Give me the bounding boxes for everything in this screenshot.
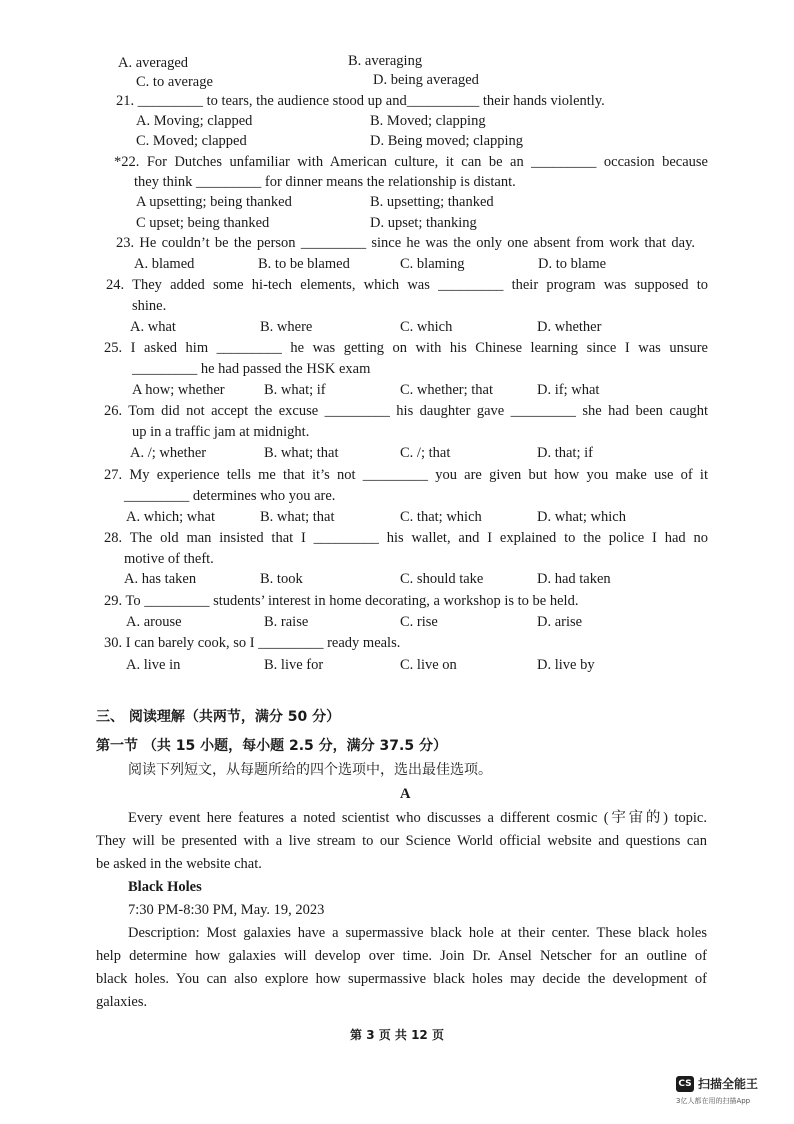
event-title: Black Holes bbox=[128, 879, 202, 895]
description-line2: help determine how galaxies will develop over time. Join Dr. Ansel Netscher for an outline of bbox=[96, 948, 707, 964]
question-27-stem: 27. My experience tells me that it’s not _________ you are given but how you make use of it bbox=[104, 467, 708, 483]
q22-option-c: C upset; being thanked bbox=[136, 215, 270, 231]
q24-option-a: A. what bbox=[130, 319, 176, 335]
q25-option-c: C. whether; that bbox=[400, 382, 494, 398]
passage-letter: A bbox=[400, 786, 411, 802]
passage-para1-line1: Every event here features a noted scientist who discusses a different cosmic (宇宙的) topic. bbox=[128, 810, 707, 826]
q29-option-a: A. arouse bbox=[126, 614, 182, 630]
q24-option-c: C. which bbox=[400, 319, 453, 335]
question-28-stem: 28. The old man insisted that I _________ his wallet, and I explained to the police I had no bbox=[104, 530, 708, 546]
q21-option-c: C. Moved; clapped bbox=[136, 133, 247, 149]
q26-option-b: B. what; that bbox=[264, 445, 339, 461]
description-line1: Description: Most galaxies have a supermassive black hole at their center. These black holes bbox=[128, 925, 707, 941]
question-25-stem-cont: _________ he had passed the HSK exam bbox=[132, 361, 371, 377]
q23-option-c: C. blaming bbox=[400, 256, 465, 272]
question-21-stem: 21. _________ to tears, the audience stood up and__________ their hands violently. bbox=[116, 93, 605, 109]
q23-option-d: D. to blame bbox=[538, 256, 607, 272]
q20-option-c: C. to average bbox=[136, 74, 213, 90]
q23-option-b: B. to be blamed bbox=[258, 256, 350, 272]
q27-option-d: D. what; which bbox=[537, 509, 626, 525]
question-26-stem-cont: up in a traffic jam at midnight. bbox=[132, 424, 310, 440]
passage-para1-line2: They will be presented with a live stream to our Science World official website and questions can bbox=[96, 833, 707, 849]
q30-option-c: C. live on bbox=[400, 657, 457, 673]
question-29-stem: 29. To _________ students’ interest in home decorating, a workshop is to be held. bbox=[104, 593, 579, 609]
q27-option-b: B. what; that bbox=[260, 509, 335, 525]
q25-option-d: D. if; what bbox=[537, 382, 600, 398]
q20-option-a: A. averaged bbox=[118, 55, 189, 71]
question-22-stem-cont: they think _________ for dinner means the relationship is distant. bbox=[134, 174, 516, 190]
q30-option-d: D. live by bbox=[537, 657, 595, 673]
q26-option-d: D. that; if bbox=[537, 445, 593, 461]
q26-option-c: C. /; that bbox=[400, 445, 451, 461]
q28-option-d: D. had taken bbox=[537, 571, 611, 587]
watermark-tagline: 3亿人都在用的扫描App bbox=[676, 1097, 751, 1105]
q28-option-c: C. should take bbox=[400, 571, 484, 587]
scanner-watermark bbox=[676, 1074, 772, 1110]
q26-option-a: A. /; whether bbox=[130, 445, 207, 461]
description-line3: black holes. You can also explore how supermassive black holes may decide the development of bbox=[96, 971, 707, 987]
q22-option-b: B. upsetting; thanked bbox=[370, 194, 494, 210]
page-number-footer: 第 3 页 共 12 页 bbox=[350, 1028, 444, 1042]
question-28-stem-cont: motive of theft. bbox=[124, 551, 214, 567]
event-time: 7:30 PM-8:30 PM, May. 19, 2023 bbox=[128, 902, 325, 918]
q25-option-a: A how; whether bbox=[132, 382, 225, 398]
q20-option-b: B. averaging bbox=[348, 53, 423, 69]
q25-option-b: B. what; if bbox=[264, 382, 326, 398]
section-heading: 三、 阅读理解（共两节，满分 50 分） bbox=[96, 709, 341, 725]
q29-option-c: C. rise bbox=[400, 614, 438, 630]
q30-option-a: A. live in bbox=[126, 657, 181, 673]
q27-option-c: C. that; which bbox=[400, 509, 482, 525]
q28-option-a: A. has taken bbox=[124, 571, 197, 587]
question-26-stem: 26. Tom did not accept the excuse _________ his daughter gave _________ she had been caught bbox=[104, 403, 708, 419]
instruction-text: 阅读下列短文，从每题所给的四个选项中，选出最佳选项。 bbox=[128, 762, 492, 778]
question-22-stem: *22. For Dutches unfamiliar with American culture, it can be an _________ occasion because bbox=[114, 154, 708, 170]
q21-option-a: A. Moving; clapped bbox=[136, 113, 253, 129]
q22-option-d: D. upset; thanking bbox=[370, 215, 477, 231]
question-24-stem-cont: shine. bbox=[132, 298, 167, 314]
q27-option-a: A. which; what bbox=[126, 509, 215, 525]
q28-option-b: B. took bbox=[260, 571, 303, 587]
question-25-stem: 25. I asked him _________ he was getting on with his Chinese learning since I was unsure bbox=[104, 340, 708, 356]
q21-option-b: B. Moved; clapping bbox=[370, 113, 486, 129]
question-24-stem: 24. They added some hi-tech elements, which was _________ their program was supposed to bbox=[106, 277, 708, 293]
watermark-app-name: 扫描全能王 bbox=[698, 1077, 759, 1091]
question-27-stem-cont: _________ determines who you are. bbox=[124, 488, 336, 504]
q29-option-b: B. raise bbox=[264, 614, 309, 630]
q29-option-d: D. arise bbox=[537, 614, 583, 630]
q20-option-d: D. being averaged bbox=[373, 72, 479, 88]
question-30-stem: 30. I can barely cook, so I _________ ready meals. bbox=[104, 635, 401, 651]
description-line4: galaxies. bbox=[96, 994, 148, 1010]
q21-option-d: D. Being moved; clapping bbox=[370, 133, 524, 149]
q24-option-d: D. whether bbox=[537, 319, 602, 335]
part-heading: 第一节 （共 15 小题，每小题 2.5 分，满分 37.5 分） bbox=[96, 738, 447, 754]
camscanner-logo-icon: CS bbox=[676, 1076, 694, 1092]
q30-option-b: B. live for bbox=[264, 657, 324, 673]
q24-option-b: B. where bbox=[260, 319, 313, 335]
q23-option-a: A. blamed bbox=[134, 256, 195, 272]
question-23-stem: 23. He couldn’t be the person _________ since he was the only one absent from work that day. bbox=[116, 235, 695, 251]
q22-option-a: A upsetting; being thanked bbox=[136, 194, 292, 210]
passage-para1-line3: be asked in the website chat. bbox=[96, 856, 262, 872]
